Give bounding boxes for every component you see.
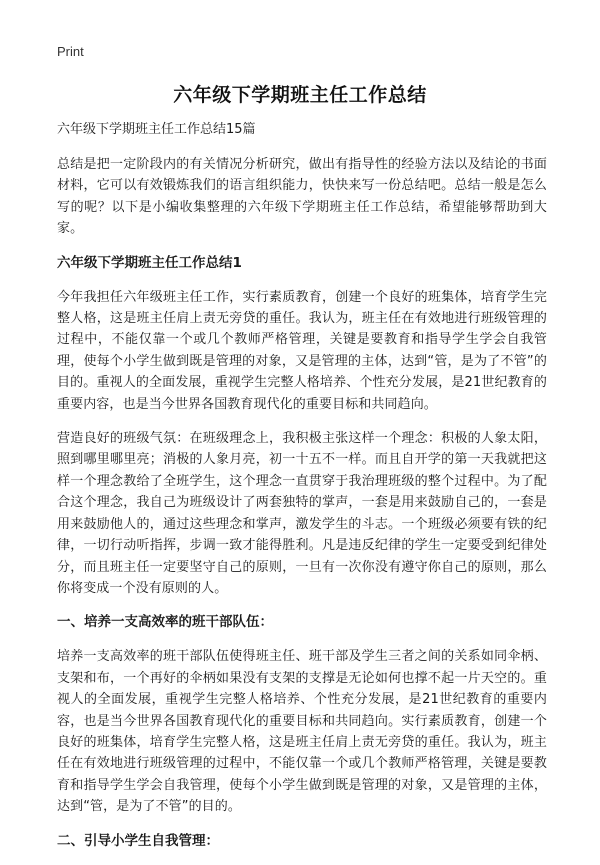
paragraph-1: 今年我担任六年级班主任工作，实行素质教育，创建一个良好的班集体，培育学生完整人格，这是班主任肩上责无旁贷的重任。我认为，班主任在有效地进行班级管理的过程中，不能仅靠一个或几个教师严格管理，关键是要教育和指导学生学会自我管理，使每个小学生做到既是管理的对象，又是管理的主体，达到“管，是为了不管”的目的。重视人的全面发展，重视学生完整人格培养、个性充分发展，是21世纪教育的重要内容，也是当今世界各国教育现代化的重要目标和共同趋向。: [57, 289, 547, 412]
paragraph-3: 培养一支高效率的班干部队伍使得班主任、班干部及学生三者之间的关系如同伞柄、支架和布，一个再好的伞柄如果没有支架的支撑是无论如何也撑不起一片天空的。重视人的全面发展，重视学生完整人格培养、个性充分发展，是21世纪教育的重要内容，也是当今世界各国教育现代化的重要目标和共同趋向。实行素质教育，创建一个良好的班集体，培育学生完整人格，这是班主任肩上责无旁贷的重任。我认为，班主任在有效地进行班级管理的过程中，不能仅靠一个或几个教师严格管理，关键是要教育和指导学生学会自我管理，使每个小学生做到既是管理的对象，又是管理的主体，达到“管，是为了不管”的目的。: [57, 649, 547, 815]
page-title: 六年级下学期班主任工作总结: [173, 84, 427, 106]
print-link[interactable]: Print: [57, 44, 84, 59]
intro-paragraph: 总结是把一定阶段内的有关情况分析研究，做出有指导性的经验方法以及结论的书面材料，它可以有效锻炼我们的语言组织能力，快快来写一份总结吧。总结一般是怎么写的呢？以下是小编收集整理的六年级下学期班主任工作总结，希望能够帮助到大家。: [57, 157, 547, 237]
section-heading-1: 六年级下学期班主任工作总结1: [57, 254, 242, 271]
document-subtitle: 六年级下学期班主任工作总结15篇: [57, 122, 256, 137]
document-body: [57, 120, 547, 865]
section-heading-3: 二、引导小学生自我管理：: [57, 832, 219, 849]
section-heading-2: 一、培养一支高效率的班干部队伍：: [57, 614, 273, 631]
paragraph-2: 营造良好的班级气氛：在班级理念上，我积极主张这样一个理念：积极的人象太阳，照到哪里哪里亮；消极的人象月亮，初一十五不一样。而且自开学的第一天我就把这样一个理念教给了全班学生，这个理念一直贯穿于我治理班级的整个过程中。为了配合这个理念，我自己为班级设计了两套独特的掌声，一套是用来鼓励自己的，一套是用来鼓励他人的，通过这些理念和掌声，激发学生的斗志。一个班级必须要有铁的纪律，一切行动听指挥，步调一致才能得胜利。凡是违反纪律的学生一定要受到纪律处分，而且班主任一定要坚守自己的原则，一旦有一次你没有遵守你自己的原则，那么你将变成一个没有原则的人。: [57, 431, 547, 596]
